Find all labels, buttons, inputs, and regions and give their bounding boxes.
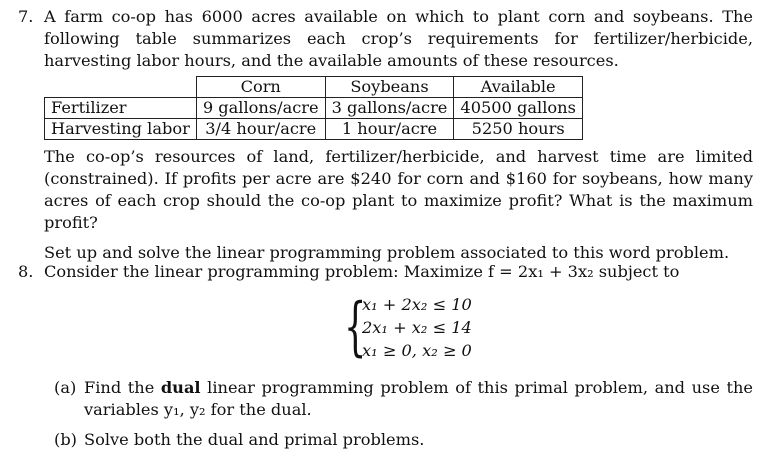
table-header-row (45, 77, 583, 98)
table-row (45, 98, 583, 119)
problem-7 (18, 6, 753, 272)
table-cell: 3 gallons/acre (325, 98, 454, 119)
table-cell: 1 hour/acre (325, 119, 454, 140)
constraint: 2x₁ + x₂ ≤ 14 (362, 318, 472, 337)
constraint: x₁ + 2x₂ ≤ 10 (362, 295, 472, 314)
problem-7-instruction: Set up and solve the linear programming problem associated to this word problem. (44, 243, 730, 262)
table-header-available: Available (454, 77, 583, 98)
table-header-soybeans: Soybeans (325, 77, 454, 98)
table-cell: 3/4 hour/acre (196, 119, 325, 140)
problem-7-question: The co-op’s resources of land, fertilizer/herbicide, and harvest time are limited (constrained). If profits per acre are $240 for corn and $160 for soybeans, how many acres of each crop should the co-op plant to maximize profit? What is the maximum profit? (44, 147, 753, 232)
sub-question-text: Solve both the dual and primal problems. (84, 430, 425, 449)
sub-question-b (54, 429, 753, 451)
sub-question-label: (a) (54, 378, 77, 397)
table-cell: 9 gallons/acre (196, 98, 325, 119)
requirements-table (44, 76, 583, 140)
problem-number: 7. (18, 7, 34, 26)
table-cell: 5250 hours (454, 119, 583, 140)
problem-7-intro: A farm co-op has 6000 acres available on which to plant corn and soybeans. The following table summarizes each crop’s requirements for fertilizer/herbicide, harvesting labor hours, and the available amounts of these resources. (44, 7, 753, 70)
table-cell: Harvesting labor (45, 119, 197, 140)
table-row (45, 119, 583, 140)
constraint-list (362, 293, 472, 362)
sub-question-text: linear programming problem of this primal problem, and use the variables y₁, y₂ for the dual. (84, 378, 753, 419)
sub-question-text: Find the (84, 378, 161, 397)
sub-question-label: (b) (54, 430, 77, 449)
table-cell: Fertilizer (45, 98, 197, 119)
problem-8 (18, 261, 753, 459)
table-header-corn: Corn (196, 77, 325, 98)
sub-question-a (54, 377, 753, 421)
sub-question-list (54, 377, 753, 451)
table-corner-cell (45, 77, 197, 98)
table-cell: 40500 gallons (454, 98, 583, 119)
problem-number: 8. (18, 262, 34, 281)
left-brace-icon: { (344, 290, 367, 364)
dual-keyword: dual (160, 378, 201, 397)
constraint: x₁ ≥ 0, x₂ ≥ 0 (362, 341, 472, 360)
constraint-system (44, 290, 753, 367)
problem-8-statement: Consider the linear programming problem: Maximize f = 2x₁ + 3x₂ subject to (44, 262, 680, 281)
